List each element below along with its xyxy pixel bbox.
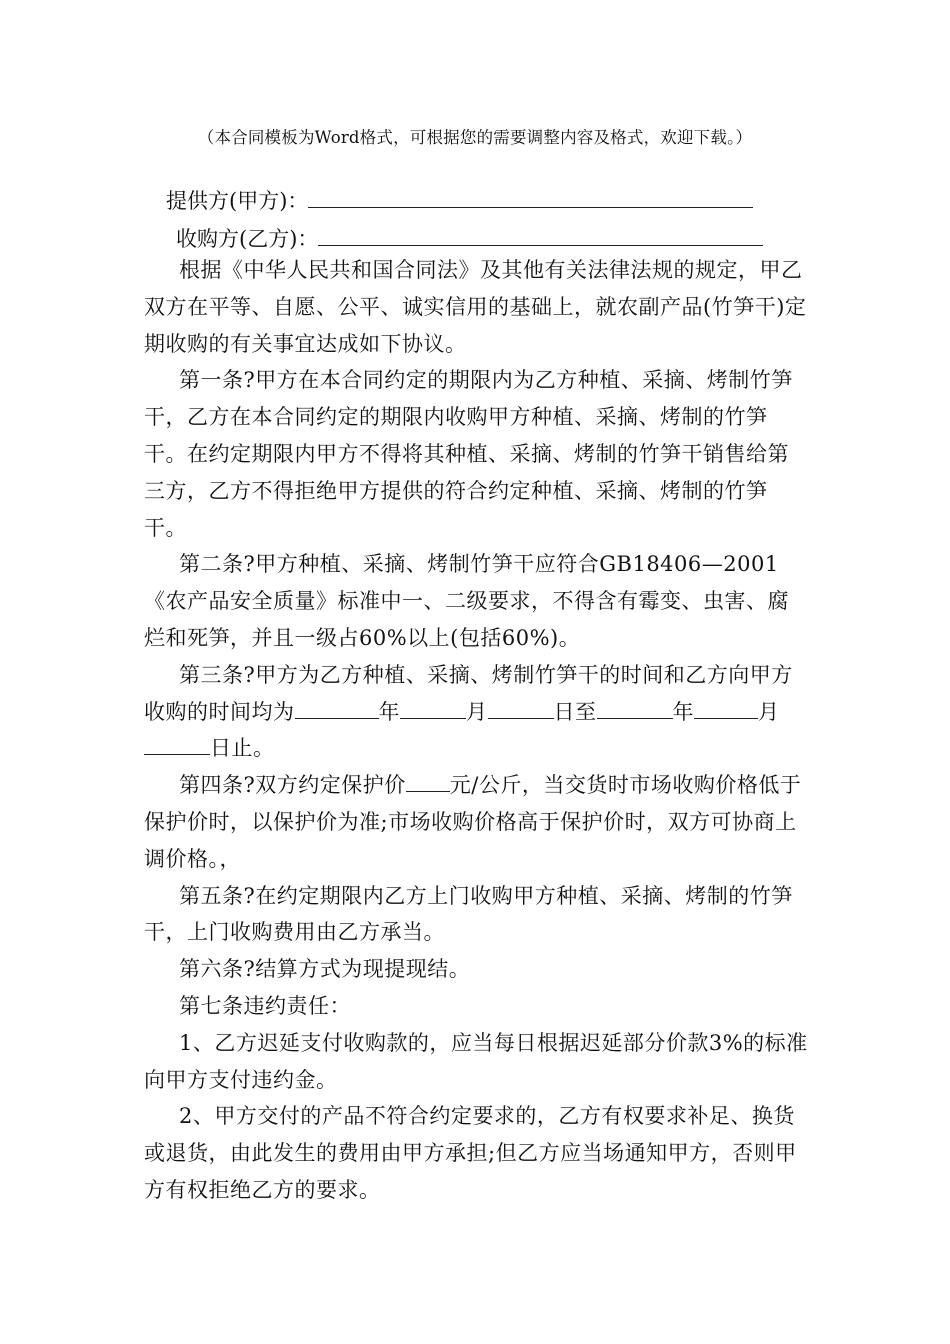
liability-item-1: 1、乙方迟延支付收购款的，应当每日根据迟延部分价款3%的标准向甲方支付违约金。 <box>144 1030 808 1092</box>
article-4 <box>144 767 810 877</box>
intro-paragraph: 根据《中华人民共和国合同法》及其他有关法律法规的规定，甲乙双方在平等、自愿、公平、诚实信用的基础上，就农副产品(竹笋干)定期收购的有关事宜达成如下协议。 <box>144 258 807 356</box>
month-end-label: 月 <box>758 699 780 724</box>
buyer-label: 收购方(乙方)： <box>176 227 319 251</box>
year-label: 年 <box>378 699 400 724</box>
article-7: 第七条违约责任： <box>179 993 351 1018</box>
blank-month-end <box>694 698 758 719</box>
article-4-lead: 第四条?双方约定保护价 <box>179 773 406 798</box>
blank-month-start <box>400 698 466 719</box>
buyer-line <box>176 223 763 253</box>
blank-day-end <box>144 734 210 755</box>
article-4-rest: 元/公斤，当交货时市场收购价格低于保护价时，以保护价为准;市场收购价格高于保护价时，双方可协商上调价格。， <box>144 773 802 871</box>
month-label: 月 <box>466 699 488 724</box>
blank-year-end <box>597 698 673 719</box>
article-3-lead: 第三条?甲方为乙方种植、采摘、烤制竹笋干的时间和乙方向甲方收购的时间均为 <box>144 662 793 724</box>
article-1: 第一条?甲方在本合同约定的期限内为乙方种植、采摘、烤制竹笋干，乙方在本合同约定的期限内收购甲方种植、采摘、烤制的竹笋干。在约定期限内甲方不得将其种植、采摘、烤制的竹笋干销售给第三方，乙方不得拒绝甲方提供的符合约定种植、采摘、烤制的竹笋干。 <box>144 368 793 540</box>
article-2: 第二条?甲方种植、采摘、烤制竹笋干应符合GB18406—2001《农产品安全质量》标准中一、二级要求，不得含有霉变、虫害、腐烂和死笋，并且一级占60%以上(包括60%)。 <box>144 552 789 650</box>
article-3 <box>144 657 810 767</box>
day-to-label: 日至 <box>553 699 597 724</box>
article-5: 第五条?在约定期限内乙方上门收购甲方种植、采摘、烤制的竹笋干，上门收购费用由乙方承当。 <box>144 883 793 945</box>
blank-year-start <box>295 698 379 719</box>
supplier-line <box>166 185 753 215</box>
liability-item-2: 2、甲方交付的产品不符合约定要求的，乙方有权要求补足、换货或退货，由此发生的费用由甲方承担;但乙方应当场通知甲方，否则甲方有权拒绝乙方的要求。 <box>144 1104 797 1202</box>
article-6: 第六条?结算方式为现提现结。 <box>179 957 471 982</box>
supplier-label: 提供方(甲方)： <box>166 189 309 213</box>
blank-day-start <box>488 698 554 719</box>
year-end-label: 年 <box>672 699 694 724</box>
end-label: 日止。 <box>210 736 275 761</box>
buyer-blank <box>318 227 763 246</box>
blank-price <box>406 771 450 792</box>
contract-body <box>144 252 810 1209</box>
supplier-blank <box>308 189 753 208</box>
template-note: （本合同模板为Word格式，可根据您的需要调整内容及格式，欢迎下载。） <box>197 128 753 147</box>
